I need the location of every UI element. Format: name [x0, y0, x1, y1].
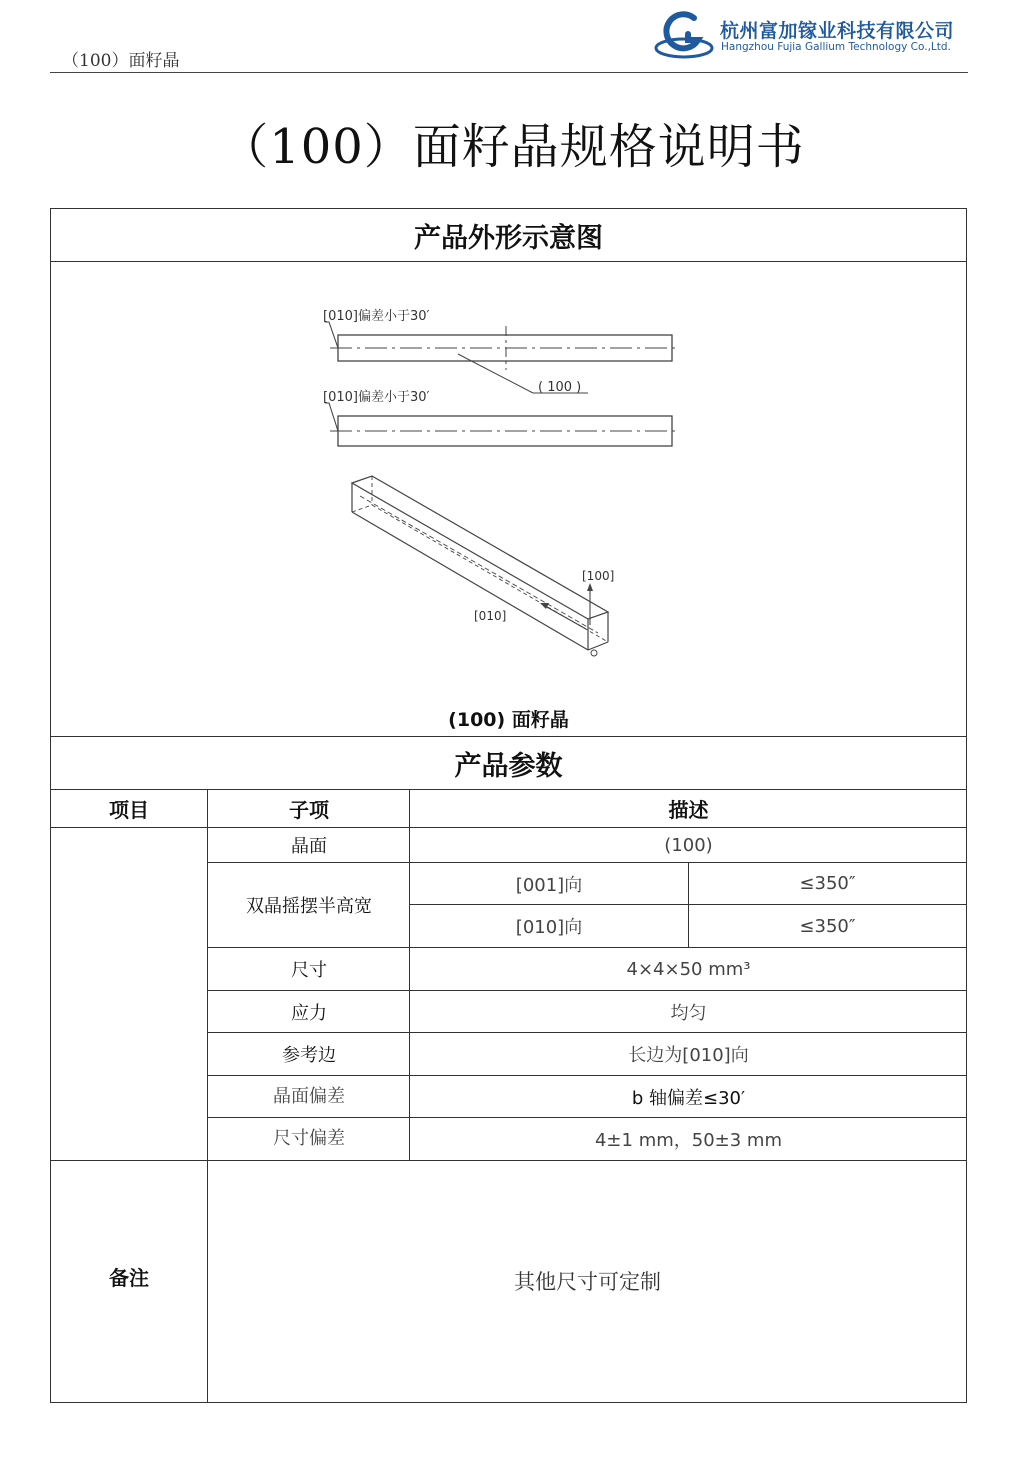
- diagram-section-title: 产品外形示意图: [414, 223, 603, 254]
- document-title: （100）面籽晶规格说明书: [220, 119, 805, 175]
- header-doc-label: （100）面籽晶: [62, 51, 180, 71]
- company-logo: [654, 10, 974, 64]
- row-ref-edge-label: 参考边: [282, 1045, 336, 1066]
- row-stress-label: 应力: [291, 1002, 327, 1024]
- product-shape-diagram: [300, 285, 720, 665]
- row-face-value: (100): [664, 834, 713, 856]
- row-ref-edge-value: 长边为[010]向: [628, 1045, 749, 1066]
- row-rocking-label: 双晶摇摆半高宽: [246, 896, 372, 917]
- deviation-label-top: [010]偏差小于30′: [323, 309, 430, 324]
- axis-010-label: [010]: [474, 609, 507, 623]
- company-name-en: Hangzhou Fujia Gallium Technology Co.,Ltd.: [721, 41, 951, 53]
- axis-100-label: [100]: [582, 569, 615, 583]
- row-size-value: 4×4×50 mm³: [626, 958, 751, 980]
- row-rocking-dir-001: [001]向: [515, 874, 583, 896]
- side-view-bar-bottom: [325, 403, 680, 446]
- row-stress-value: 均匀: [670, 1002, 707, 1024]
- isometric-bar: [352, 476, 608, 656]
- row-face-label: 晶面: [291, 836, 327, 857]
- header-description: 描述: [668, 798, 709, 822]
- deviation-label-bottom: [010]偏差小于30′: [323, 390, 430, 405]
- side-view-bar-top: [325, 322, 680, 393]
- header-sub-item: 子项: [289, 798, 329, 822]
- row-rocking-val-001: ≤350″: [799, 873, 856, 894]
- header-divider: [50, 72, 968, 73]
- row-size-dev-value: 4±1 mm，50±3 mm: [594, 1130, 782, 1151]
- company-name-cn: 杭州富加镓业科技有限公司: [720, 20, 955, 42]
- header-item: 项目: [109, 798, 149, 822]
- face-label: ( 100 ): [538, 380, 582, 395]
- diagram-caption: (100) 面籽晶: [448, 708, 569, 731]
- row-size-dev-label: 尺寸偏差: [273, 1128, 345, 1149]
- row-face-dev-label: 晶面偏差: [273, 1086, 345, 1107]
- params-section-title: 产品参数: [454, 750, 563, 782]
- row-rocking-dir-010: [010]向: [515, 917, 583, 938]
- divider: [50, 261, 967, 262]
- company-logo-icon: [654, 10, 716, 64]
- notes-label: 备注: [109, 1265, 149, 1290]
- notes-text: 其他尺寸可定制: [514, 1270, 661, 1294]
- row-face-dev-value: b 轴偏差≤30′: [631, 1087, 746, 1109]
- row-rocking-val-010: ≤350″: [799, 915, 856, 937]
- row-size-label: 尺寸: [291, 960, 327, 981]
